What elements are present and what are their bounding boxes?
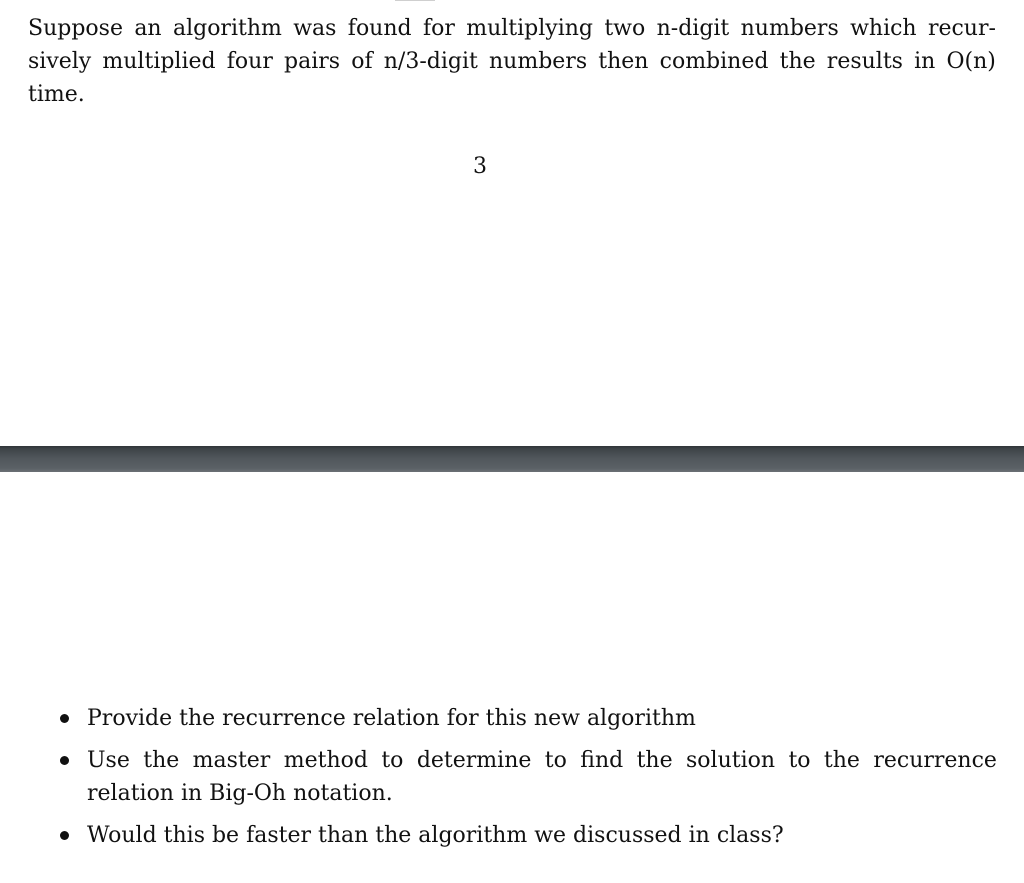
bullet-icon [60,714,69,723]
clipped-text-remnant [395,0,435,4]
word: to [788,748,811,773]
paragraph-line-1 [28,12,996,45]
math-word: n/3-digit [383,49,478,74]
math-word: n-digit [656,16,730,41]
word: for [422,16,455,41]
word: master [192,748,271,773]
word: determine [416,748,532,773]
word: algorithm [172,16,282,41]
word: found [347,16,412,41]
word: find [580,748,624,773]
list-item [56,702,1000,735]
word: in [914,49,936,74]
word: Use [87,748,130,773]
page-number: 3 [473,154,487,179]
word: time. [28,82,85,107]
word: pairs [284,49,341,74]
bullet-text: Provide the recurrence relation for this new algorithm [87,706,696,731]
word: combined [659,49,769,74]
list-item [56,819,1000,852]
word: the [143,748,180,773]
word: recurrence [873,748,997,773]
word: Suppose [28,16,123,41]
word: then [598,49,649,74]
word: method [283,748,368,773]
word: results [826,49,903,74]
list-item [56,744,1000,810]
word: the [779,49,816,74]
page-break-divider [0,446,1024,472]
word: the [636,748,673,773]
bullet-text-line-1 [87,744,997,777]
paragraph-line-3 [28,78,996,111]
paragraph-line-2 [28,45,996,78]
bullet-icon [60,831,69,840]
hyphenated-word: recur- [927,16,996,41]
problem-statement [28,12,996,111]
bullet-icon [60,756,69,765]
word: four [226,49,273,74]
word: numbers [740,16,839,41]
word: of [351,49,373,74]
bullet-text: Would this be faster than the algorithm we discussed in class? [87,823,784,848]
bullet-text-line-2: relation in Big-Oh notation. [87,781,393,806]
word: to [381,748,404,773]
word: which [850,16,917,41]
word: an [134,16,162,41]
word: multiplied [102,49,216,74]
word: to [544,748,567,773]
word: solution [686,748,776,773]
word: the [823,748,860,773]
math-expression: O(n) [946,49,996,74]
word: was [293,16,337,41]
word: sively [28,49,92,74]
word: two [604,16,646,41]
question-list [56,702,1000,852]
word: numbers [489,49,588,74]
word: multiplying [466,16,593,41]
